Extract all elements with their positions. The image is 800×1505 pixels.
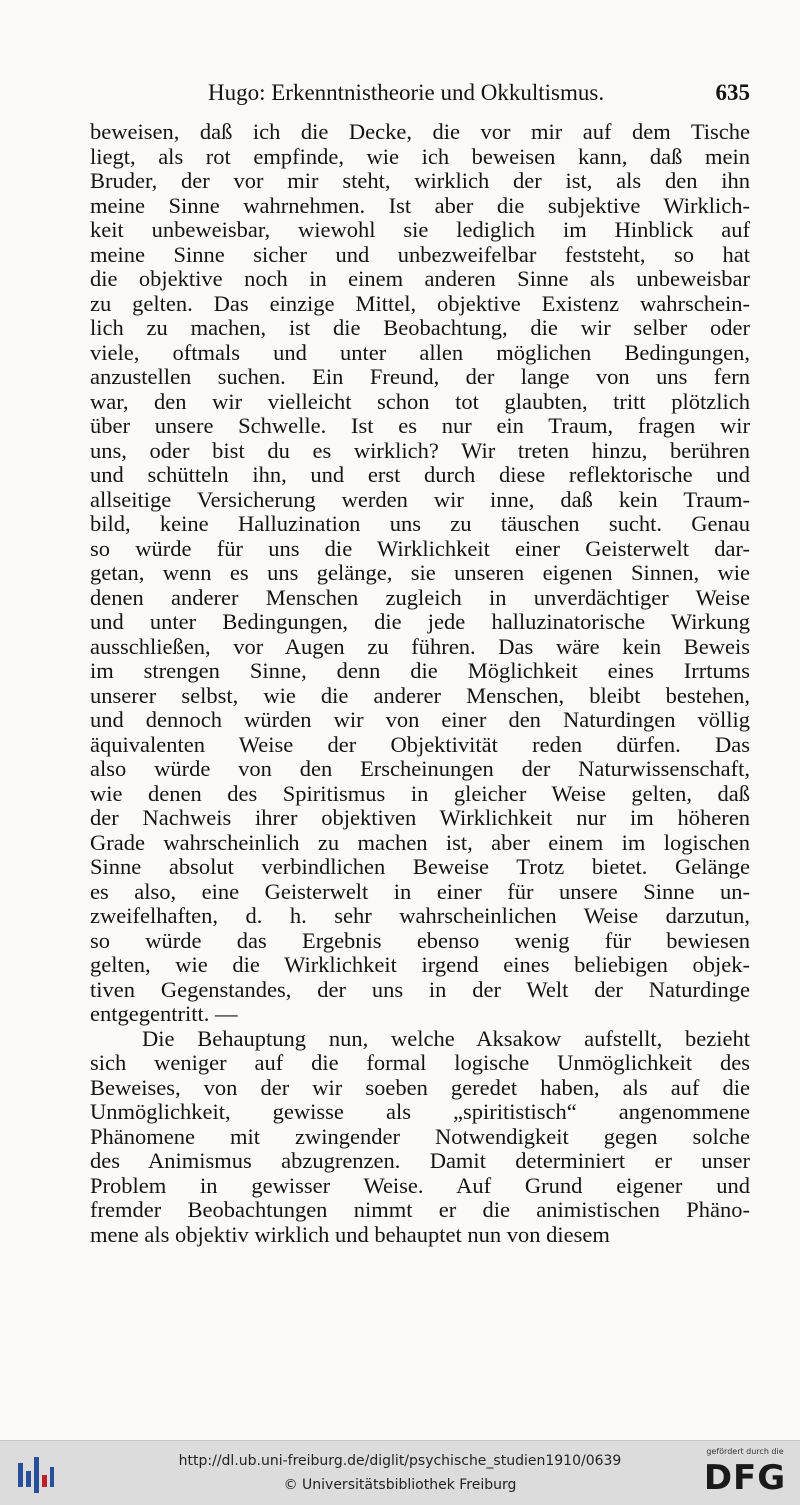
text-line: entgegentritt. — [90, 1001, 238, 1026]
text-line: uns, oder bist du es wirklich? Wir treten hinzu, berühren [90, 437, 750, 463]
text-line: fremder Beobachtungen nimmt er die animistischen Phäno- [90, 1197, 750, 1222]
text-line: mene als objektiv wirklich und behauptet nun von diesem [90, 1221, 610, 1247]
text-line: und unter Bedingungen, die jede halluzinatorische Wirkung [90, 609, 750, 634]
text-line: sich weniger auf die formal logische Unmöglichkeit des [90, 1050, 750, 1075]
text-line: Phänomene mit zwingender Notwendigkeit gegen solche [90, 1123, 750, 1149]
copyright-notice: © Universitätsbibliothek Freiburg [283, 1477, 517, 1493]
text-line: so würde für uns die Wirklichkeit einer Geisterwelt dar- [90, 535, 750, 561]
text-line: Beweises, von der wir soeben geredet haben, als auf die [90, 1074, 750, 1100]
text-line: und dennoch würden wir von einer den Naturdingen völlig [90, 707, 750, 732]
page-number: 635 [715, 80, 750, 105]
text-line: Grade wahrscheinlich zu machen ist, aber einem im logischen [90, 829, 750, 855]
body-text [90, 120, 750, 1247]
text-line: äquivalenten Weise der Objektivität reden dürfen. Das [90, 731, 750, 757]
text-line: anzustellen suchen. Ein Freund, der lange von uns fern [90, 364, 750, 389]
text-line: es also, eine Geisterwelt in einer für unsere Sinne un- [90, 878, 750, 904]
text-line: unserer selbst, wie die anderer Menschen, bleibt bestehen, [90, 682, 750, 708]
text-line: so würde das Ergebnis ebenso wenig für bewiesen [90, 927, 750, 953]
text-line: beweisen, daß ich die Decke, die vor mir auf dem Tische [90, 119, 750, 144]
text-line: Sinne absolut verbindlichen Beweise Trotz bietet. Gelänge [90, 854, 750, 879]
text-line: ausschließen, vor Augen zu führen. Das wäre kein Beweis [90, 633, 750, 659]
text-line: also würde von den Erscheinungen der Naturwissenschaft, [90, 756, 750, 781]
text-line: meine Sinne sicher und unbezweifelbar feststeht, so hat [90, 241, 750, 267]
text-line: bild, keine Halluzination uns zu täuschen sucht. Genau [90, 511, 750, 536]
text-line: allseitige Versicherung werden wir inne, daß kein Traum- [90, 486, 750, 512]
text-line: wie denen des Spiritismus in gleicher Weise gelten, daß [90, 780, 750, 806]
text-line: zu gelten. Das einzige Mittel, objektive Existenz wahrschein- [90, 290, 750, 316]
text-line: und schütteln ihn, und erst durch diese reflektorische und [90, 462, 750, 487]
text-line: über unsere Schwelle. Ist es nur ein Traum, fragen wir [90, 413, 750, 438]
dfg-logo [700, 1447, 790, 1499]
text-line: Problem in gewisser Weise. Auf Grund eigener und [90, 1172, 750, 1198]
dfg-caption: gefördert durch die [706, 1447, 784, 1456]
text-line: gelten, wie die Wirklichkeit irgend eines beliebigen objek- [90, 952, 750, 977]
text-line: liegt, als rot empfinde, wie ich beweisen kann, daß mein [90, 143, 750, 169]
text-line: keit unbeweisbar, wiewohl sie lediglich im Hinblick auf [90, 217, 750, 242]
running-title: Hugo: Erkenntnistheorie und Okkultismus. [208, 80, 605, 105]
text-line: war, den wir vielleicht schon tot glaubten, tritt plötzlich [90, 388, 750, 414]
dfg-logo-text: DFG [703, 1458, 787, 1498]
text-line: lich zu machen, ist die Beobachtung, die wir selber oder [90, 315, 750, 340]
permalink-url[interactable]: http://dl.ub.uni-freiburg.de/diglit/psychische_studien1910/0639 [178, 1453, 622, 1469]
text-line: tiven Gegenstandes, der uns in der Welt der Naturdinge [90, 976, 750, 1002]
text-line: denen anderer Menschen zugleich in unverdächtiger Weise [90, 584, 750, 610]
text-line: des Animismus abzugrenzen. Damit determiniert er unser [90, 1148, 750, 1173]
text-line: getan, wenn es uns gelänge, sie unseren eigenen Sinnen, wie [90, 560, 750, 585]
viewer-footer [0, 1440, 800, 1505]
text-line: die objektive noch in einem anderen Sinne als unbeweisbar [90, 266, 750, 291]
text-line: meine Sinne wahrnehmen. Ist aber die subjektive Wirklich- [90, 192, 750, 218]
text-line: im strengen Sinne, denn die Möglichkeit eines Irrtums [90, 658, 750, 683]
running-head [90, 80, 750, 108]
text-line: Unmöglichkeit, gewisse als „spiritistisch“ angenommene [90, 1099, 750, 1124]
text-line: der Nachweis ihrer objektiven Wirklichkeit nur im höheren [90, 805, 750, 830]
text-line: zweifelhaften, d. h. sehr wahrscheinlichen Weise darzutun, [90, 903, 750, 928]
text-line: Bruder, der vor mir steht, wirklich der ist, als den ihn [90, 168, 750, 193]
text-line: Die Behauptung nun, welche Aksakow aufstellt, bezieht [142, 1025, 750, 1051]
text-line: viele, oftmals und unter allen möglichen Bedingungen, [90, 339, 750, 365]
